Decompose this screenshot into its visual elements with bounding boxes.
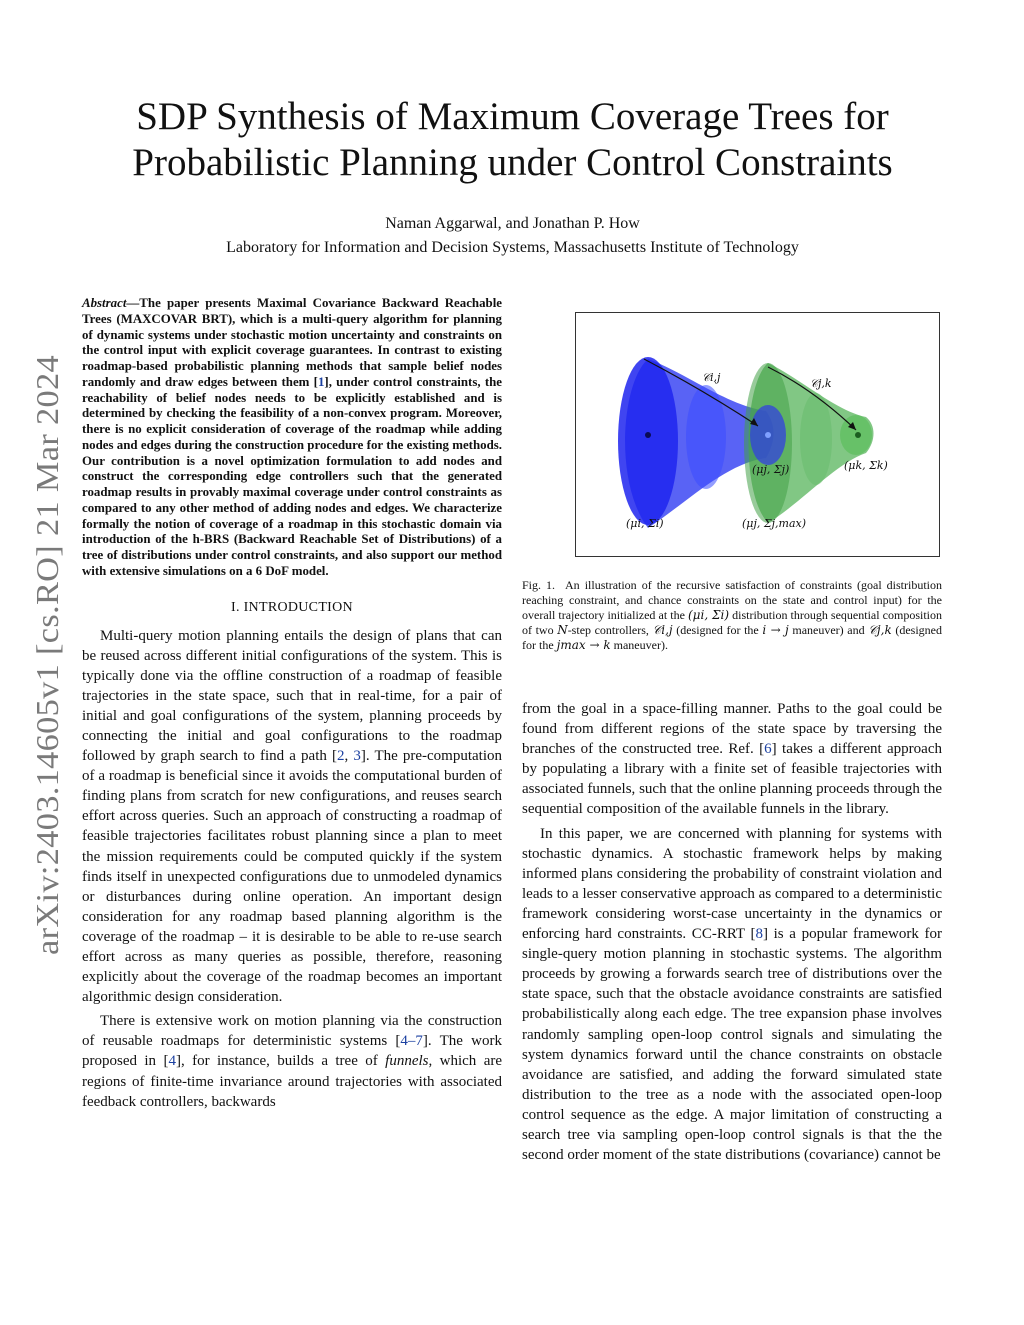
text-run: (designed for the [522,623,942,652]
text-run: ] is a popular framework for single-query motion planning in stochastic systems. The algorithm proceeds by growing a forwards search tree of distributions over the state space, such that the obstacle avoidance constraints are satisfied probabilistically along each edge. The tree expansion phase involves randomly sampling open-loop control signals and simulating the system dynamics forward until the chance constraints on obstacle avoidance are satisfied, and adding the forward simulated state distribution to the tree as a node with the associated open-loop control sequence as the edge. A major limitation of constructing a search tree via sampling open-loop control signals is that the the second order moment of the state distributions (covariance) cannot be [522,926,942,1164]
text-run: An illustration of the recursive satisfaction of constraints (goal distribution reaching constraint, and chance constraints on the state and control input) for the overall trajectory initialized at the [522,578,942,622]
arxiv-stamp-svg [28,350,68,960]
blue-ellipse-mid [686,385,726,489]
right-column [522,296,942,1165]
title-line-2: Probabilistic Planning under Control Constraints [132,141,893,184]
text-run: maneuver). [610,638,668,652]
text-run: ] takes a different approach by populating a library with a finite set of feasible trajectories with associated funnels, such that the online planning proceeds through the sequential composition of the available funnels in the library. [522,741,942,818]
citation-link[interactable]: 4 [168,1053,176,1070]
right-paragraph-1 [522,699,942,820]
text-run: , which are regions of finite-time invariance around trajectories with associated feedback controllers, backwards [82,1053,503,1110]
citation-link[interactable]: 6 [764,741,772,758]
abstract [82,296,502,580]
affiliation: Laboratory for Information and Decision Systems, Massachusetts Institute of Technology [226,239,799,256]
label-controller-jk: 𝒞j,k [810,377,832,390]
text-run: In this paper, we are concerned with planning for systems with stochastic dynamics. A stochastic framework helps by making informed plans considering the probability of constraint violation and leads to a lesser conservative approach as compared to a deterministic framework considering worst-case uncertainty in the dynamics or enforcing hard constraints. CC-RRT [ [522,825,942,943]
figure-1-caption [522,578,942,653]
math-inline: (μi, Σi) [688,608,730,622]
mean-point-j [765,432,771,438]
mean-point-k [855,432,861,438]
figure-number: Fig. 1. [522,578,556,592]
text-run: , [344,748,354,765]
paper-title [90,94,935,186]
text-run: ], for instance, builds a tree of [175,1053,386,1070]
label-mu-i: (μi, Σi) [626,517,664,530]
arxiv-id-text: arXiv:2403.14605v1 [cs.RO] 21 Mar 2024 [29,396,65,955]
math-inline: N [557,623,568,637]
text-run: Multi-query motion planning entails the design of plans that can be reused across different initial configurations of the system. This is typically done via the offline construction of a roadmap of feasible trajectories in the state space, such that in real-time, for a pair of initial and goal configurations of the system, planning proceeds by connecting the initial and goal configurations to the roadmap followed by graph search to find a path [ [82,627,502,765]
blue-ellipse-initial [618,357,678,525]
emphasis-funnels: funnels [385,1053,429,1070]
math-inline: i → j [762,623,789,637]
math-inline: 𝒞i,j [652,623,673,637]
text-run: There is extensive work on motion planning via the construction of reusable roadmaps for deterministic systems [ [82,1013,502,1050]
citation-link[interactable]: 1 [317,374,325,389]
citation-link[interactable]: 3 [353,748,361,765]
text-run: distribution through sequential composition of two [522,608,942,637]
math-inline: jmax → k [556,638,611,652]
right-paragraph-2 [522,824,942,1166]
abstract-text-b: ], under control constraints, the reachability of belief nodes needs to be explicitly established and is determined by checking the feasibility of a non-convex program. Moreover, there is no explicit consideration of coverage of the roadmap while adding nodes and edges during the construction procedure for the existing methods. Our contribution is a novel optimization formulation to add nodes and construct the corresponding edge controllers such that the generated roadmap results in provably maximal coverage under control constraints as compared to any other method of adding nodes and edges. We characterize formally the notion of coverage of a roadmap in this stochastic domain via introduction of the h-BRS (Backward Reachable Set of Distributions) of a tree of distributions under control constraints, and also support our method with extensive simulations on a 6 DoF model. [82,374,503,578]
text-run: ]. The pre-computation of a roadmap is beneficial since it avoids the computational burden of finding plans from scratch for new configurations, and reuses search effort across queries. Such an approach of constructing a roadmap of feasible trajectories facilitates robust planning since a plan to meet the mission requirements could be computed quickly if the system finds itself in unexpected configurations due to unmodeled dynamics or disturbances during online operation. An important design consideration for any roadmap based planning algorithm is the coverage of the roadmap – it is desirable to be able to re-use search effort across as many queries as possible, therefore, reasoning explicitly about the coverage of the roadmap becomes an important algorithmic design consideration. [82,748,503,1006]
abstract-label: Abstract [82,296,127,310]
citation-link[interactable]: 4–7 [400,1033,423,1050]
intro-paragraph-2 [82,1011,502,1111]
text-run: (designed for the [672,623,763,637]
intro-paragraph-1 [82,626,502,1008]
mean-point-i [645,432,651,438]
label-mu-j: (μj, Σj) [752,463,790,476]
title-line-1: SDP Synthesis of Maximum Coverage Trees for [136,95,889,138]
citation-link[interactable]: 8 [755,926,763,943]
abstract-text-a: —The paper presents Maximal Covariance Backward Reachable Trees (MAXCOVAR BRT), which is a multi-query algorithm for planning of dynamic systems under stochastic motion uncertainty and constraints on the control input with explicit coverage guarantees. In contrast to existing roadmap-based probabilistic planning methods that sample belief nodes randomly and draw edges between them [ [82,296,502,389]
label-mu-k: (μk, Σk) [844,459,888,472]
text-run: maneuver) and [788,623,869,637]
figure-1 [575,312,940,557]
authors: Naman Aggarwal, and Jonathan P. How [385,215,640,232]
label-mu-j-max: (μj, Σj,max) [742,517,807,530]
citation-link[interactable]: 2 [336,748,345,765]
green-ellipse-mid [800,393,832,485]
arxiv-stamp [28,350,68,960]
text-run: from the goal in a space-filling manner. Paths to the goal could be found from different regions of the state space by traversing the branches of the constructed tree. Ref. [ [522,701,942,758]
text-run: ]. The work proposed in [ [82,1033,502,1070]
section-heading-introduction: I. INTRODUCTION [231,599,353,615]
label-controller-ij: 𝒞i,j [702,371,721,384]
left-column [82,296,502,1112]
math-inline: 𝒞j,k [868,623,892,637]
text-run: -step controllers, [567,623,653,637]
